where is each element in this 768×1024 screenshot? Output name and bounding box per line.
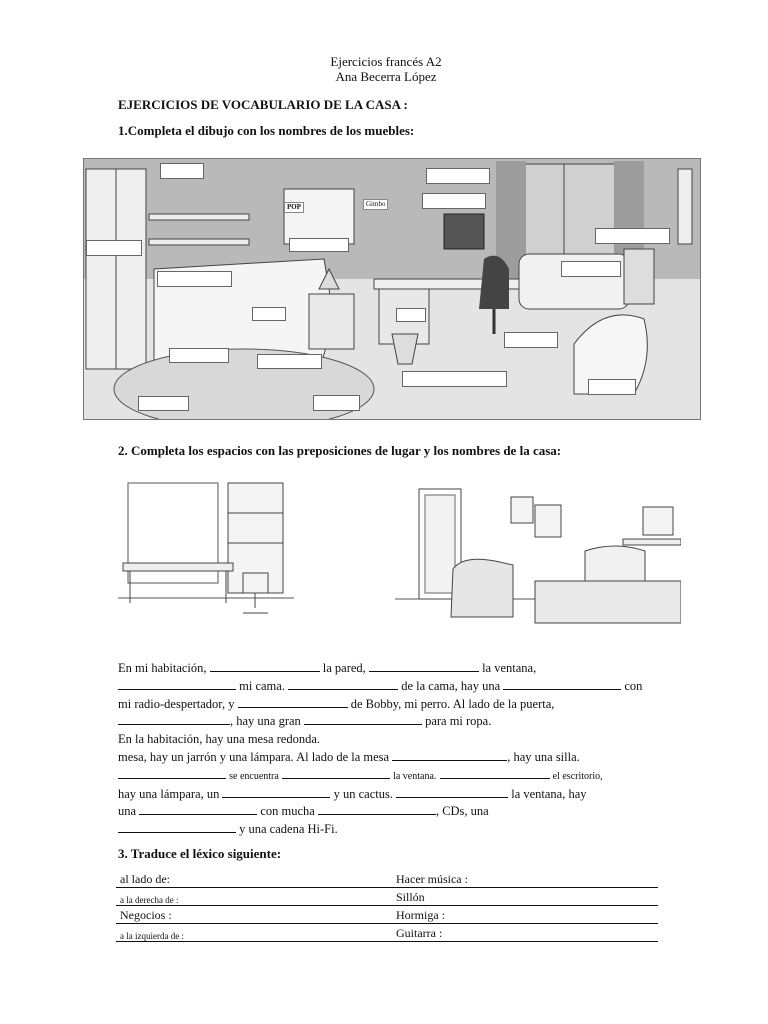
text-segment: , CDs, una [435,804,489,819]
text-segment: mesa, hay un jarrón y una lámpara. Al lado de la mesa [118,749,390,764]
label-box[interactable] [257,354,322,369]
living-room-illustration [395,481,681,633]
vocab-term-right: Sillón [392,888,658,906]
vocab-row [116,906,658,924]
label-box[interactable] [252,307,286,321]
text-segment: la ventana, [482,661,537,675]
exercise3-title: 3. Traduce el léxico siguiente: [118,846,282,861]
label-box[interactable] [588,379,636,395]
text-segment: la ventana. [393,770,437,782]
label-box[interactable] [422,193,486,209]
answer-blank[interactable] [210,660,320,672]
vocab-table [116,870,658,942]
vocab-term-right: Hormiga : [392,906,658,924]
answer-blank[interactable] [304,713,422,725]
label-box[interactable] [289,238,349,252]
text-segment: y un cactus. [333,786,393,801]
text-segment: En mi habitación, [118,661,207,675]
exercise2-text [118,660,688,839]
label-box[interactable] [402,371,507,387]
answer-blank[interactable] [282,767,390,779]
exercise2-title: 2. Completa los espacios con las preposiciones de lugar y los nombres de la casa: [118,443,562,458]
vocab-term-left: Negocios : [116,906,392,924]
vocab-term-right: Guitarra : [392,924,658,942]
answer-blank[interactable] [288,678,398,690]
answer-blank[interactable] [118,821,236,833]
text-segment: mi cama. [239,678,285,693]
header-author: Ana Becerra López [335,69,437,84]
label-box[interactable] [160,163,204,179]
pop-poster-label: POP [284,202,304,213]
text-segment: el escritorio, [552,770,603,782]
text-segment: la ventana, hay [511,786,587,801]
study-room-illustration [118,478,294,628]
exercise1-title: 1.Completa el dibujo con los nombres de los muebles: [118,123,415,138]
vocab-term-right: Hacer música : [392,870,658,888]
vocab-row [116,870,658,888]
text-segment: , hay una silla. [507,749,580,764]
label-box[interactable] [595,228,670,244]
gimbo-tag: Gimbo [363,199,388,210]
answer-blank[interactable] [396,786,508,798]
text-segment: para mi ropa. [425,714,492,729]
text-segment: se encuentra [229,770,279,782]
answer-blank[interactable] [222,786,330,798]
label-box[interactable] [169,348,229,363]
header-course: Ejercicios francés A2 [330,54,442,69]
answer-blank[interactable] [392,749,507,761]
text-segment: de la cama, hay una [401,678,501,693]
text-segment: En la habitación, hay una mesa redonda. [118,732,321,747]
label-box[interactable] [426,168,490,184]
label-box[interactable] [138,396,189,411]
vocab-term-left: a la derecha de : [116,888,392,906]
text-segment: y una cadena Hi-Fi. [239,822,338,837]
answer-blank[interactable] [503,678,621,690]
vocab-row [116,924,658,942]
label-box[interactable] [504,332,558,348]
label-box[interactable] [561,261,621,277]
answer-blank[interactable] [118,713,230,725]
label-box[interactable] [86,240,142,256]
vocab-row [116,888,658,906]
vocab-term-left: a la izquierda de : [116,924,392,942]
label-box[interactable] [157,271,232,287]
text-segment: una [118,804,137,819]
answer-blank[interactable] [238,696,348,708]
bedroom-illustration [83,158,701,420]
text-segment: , hay una gran [230,714,301,729]
answer-blank[interactable] [118,678,236,690]
text-segment: mi radio-despertador, y [118,696,235,711]
answer-blank[interactable] [118,767,226,779]
answer-blank[interactable] [369,660,479,672]
label-box[interactable] [396,308,426,322]
vocab-term-left: al lado de: [116,870,392,888]
main-title: EJERCICIOS DE VOCABULARIO DE LA CASA : [118,97,408,112]
text-segment: hay una lámpara, un [118,786,220,801]
text-segment: con mucha [260,804,315,819]
text-segment: la pared, [322,661,366,675]
answer-blank[interactable] [318,803,436,815]
label-box[interactable] [313,395,360,411]
answer-blank[interactable] [139,803,257,815]
text-segment: de Bobby, mi perro. Al lado de la puerta, [350,696,555,711]
answer-blank[interactable] [440,767,550,779]
text-segment: con [624,678,643,693]
